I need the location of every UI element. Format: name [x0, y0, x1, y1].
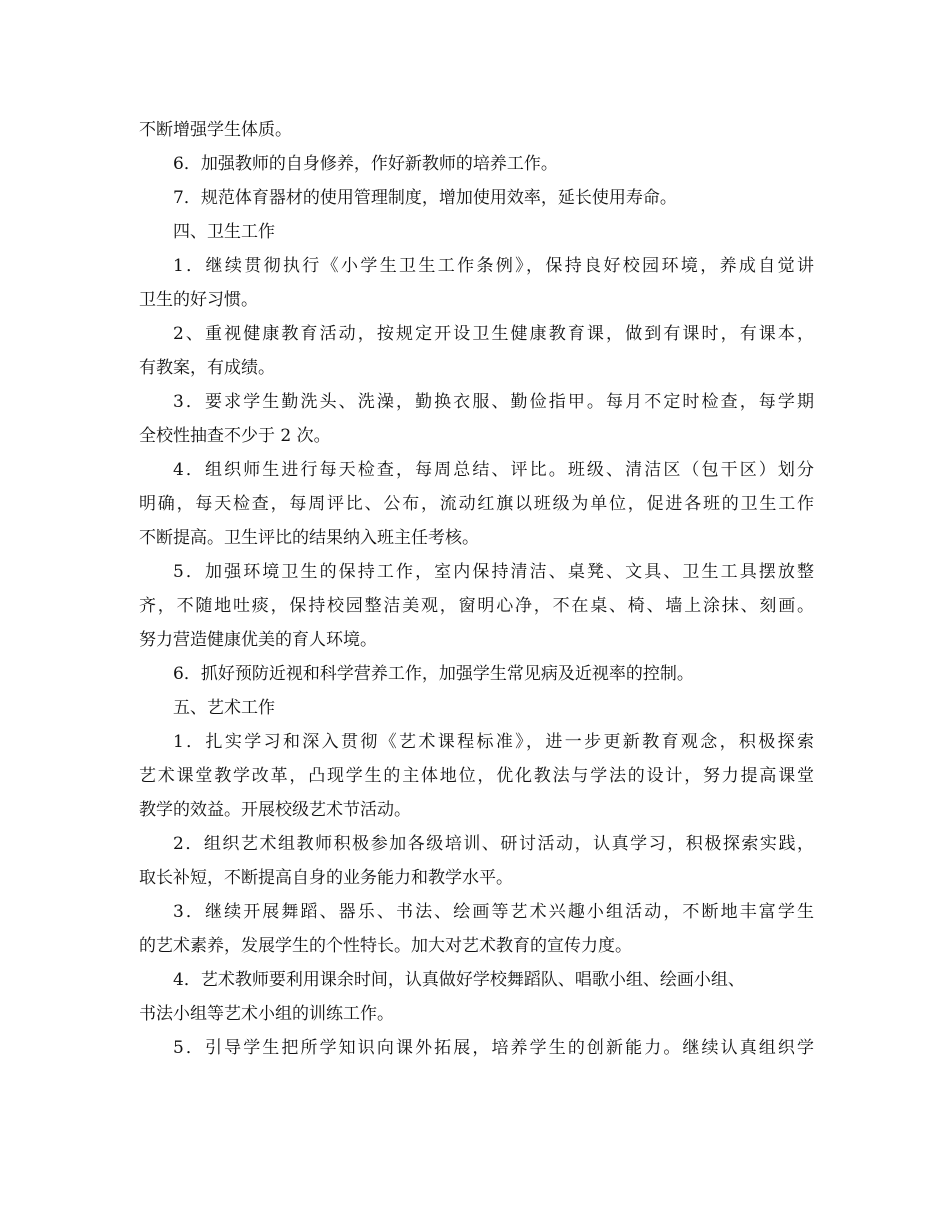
paragraph-line: 6．加强教师的自身修养，作好新教师的培养工作。	[173, 154, 558, 174]
paragraph-line: 的艺术素养，发展学生的个性特长。加大对艺术教育的宣传力度。	[139, 936, 632, 956]
paragraph-line: 明确，每天检查，每周评比、公布，流动红旗以班级为单位，促进各班的卫生工作	[139, 494, 814, 514]
paragraph-line: 不断提高。卫生评比的结果纳入班主任考核。	[139, 528, 479, 548]
paragraph-line: 1．扎实学习和深入贯彻《艺术课程标准》，进一步更新教育观念，积极探索	[173, 732, 814, 752]
paragraph-line: 4．艺术教师要利用课余时间，认真做好学校舞蹈队、唱歌小组、绘画小组、	[173, 970, 745, 990]
paragraph-line: 4．组织师生进行每天检查，每周总结、评比。班级、清洁区（包干区）划分	[173, 460, 814, 480]
paragraph-line: 3．要求学生勤洗头、洗澡，勤换衣服、勤俭指甲。每月不定时检查，每学期	[173, 392, 814, 412]
paragraph-line: 7．规范体育器材的使用管理制度，增加使用效率，延长使用寿命。	[173, 188, 677, 208]
paragraph-line: 6．抓好预防近视和科学营养工作，加强学生常见病及近视率的控制。	[173, 664, 694, 684]
paragraph-line: 全校性抽查不少于 2 次。	[139, 426, 331, 446]
paragraph-line: 5．引导学生把所学知识向课外拓展，培养学生的创新能力。继续认真组织学	[173, 1038, 814, 1058]
section-heading: 四、卫生工作	[173, 222, 275, 242]
paragraph-line: 教学的效益。开展校级艺术节活动。	[139, 800, 411, 820]
paragraph-line: 1．继续贯彻执行《小学生卫生工作条例》，保持良好校园环境，养成自觉讲	[173, 256, 814, 276]
paragraph-line: 齐，不随地吐痰，保持校园整洁美观，窗明心净，不在桌、椅、墙上涂抹、刻画。	[139, 596, 814, 616]
paragraph-line: 有教案，有成绩。	[139, 358, 275, 378]
paragraph-line: 2、重视健康教育活动，按规定开设卫生健康教育课，做到有课时，有课本，	[173, 324, 814, 344]
paragraph-line: 取长补短，不断提高自身的业务能力和教学水平。	[139, 868, 513, 888]
paragraph-line: 艺术课堂教学改革，凸现学生的主体地位，优化教法与学法的设计，努力提高课堂	[139, 766, 814, 786]
paragraph-line: 卫生的好习惯。	[139, 290, 258, 310]
paragraph-line: 书法小组等艺术小组的训练工作。	[139, 1004, 394, 1024]
paragraph-line: 5．加强环境卫生的保持工作，室内保持清洁、桌凳、文具、卫生工具摆放整	[173, 562, 814, 582]
paragraph-line: 2．组织艺术组教师积极参加各级培训、研讨活动，认真学习，积极探索实践，	[173, 834, 814, 854]
paragraph-line: 3．继续开展舞蹈、器乐、书法、绘画等艺术兴趣小组活动，不断地丰富学生	[173, 902, 814, 922]
section-heading: 五、艺术工作	[173, 698, 275, 718]
paragraph-line: 努力营造健康优美的育人环境。	[139, 630, 377, 650]
paragraph-line: 不断增强学生体质。	[139, 120, 292, 140]
